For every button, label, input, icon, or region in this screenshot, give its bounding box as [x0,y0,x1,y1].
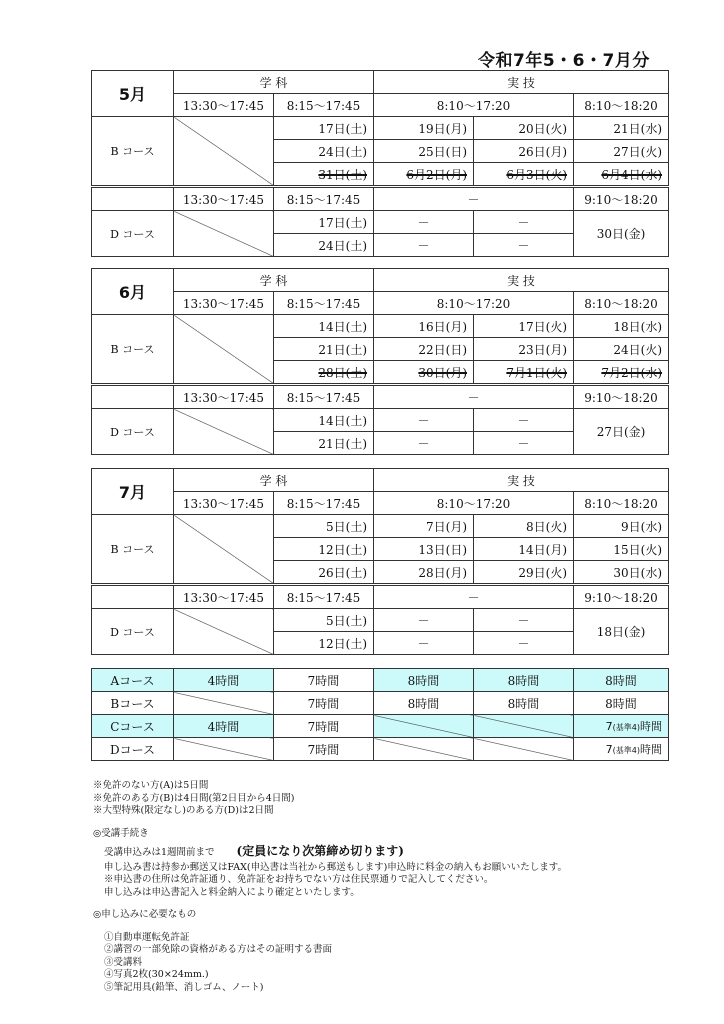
course-name-b: Bコース [92,692,174,715]
date-cell: 21日(水) [574,117,669,140]
time-cell: 8:15〜17:45 [274,187,374,211]
course-name-d: Dコース [92,738,174,761]
dash-cell: － [374,187,574,211]
hours-table [91,668,669,761]
note-line: 申し込みは申込書記入と料金納入により確定といたします。 [104,886,360,898]
date-cell: 21日(土) [274,338,374,361]
header-jitsugi: 実 技 [374,469,669,492]
date-cell: 17日(火) [474,315,574,338]
hours-cell: 7時間 [274,692,374,715]
course-name-c: Cコース [92,715,174,738]
date-cell: 7日(月) [374,515,474,538]
time-cell: 9:10〜18:20 [574,385,669,409]
note-line: 受講申込みは1週間前まで (定員になり次第締め切ります) [104,844,404,858]
blank-cell [374,738,474,761]
date-cell: 18日(金) [574,609,669,655]
blank-cell [174,117,274,187]
section-heading: ◎受講手続き [93,827,149,839]
date-cell: 14日(土) [274,409,374,432]
dash-cell: － [474,211,574,234]
header-gakka: 学 科 [174,71,374,94]
date-cell: 21日(土) [274,432,374,455]
dash-cell: － [474,632,574,655]
blank-cell [474,738,574,761]
dash-cell: － [474,409,574,432]
time-cell: 13:30〜17:45 [174,94,274,117]
date-cell: 24日(土) [274,234,374,257]
date-cell: 16日(月) [374,315,474,338]
page-title: 令和7年5・6・7月分 [478,51,650,71]
time-cell: 8:10〜17:20 [374,94,574,117]
blank-cell [474,715,574,738]
time-cell: 13:30〜17:45 [174,187,274,211]
course-label-d: D コース [92,211,174,257]
blank-cell [92,385,174,409]
time-cell: 8:10〜17:20 [374,492,574,515]
time-cell: 13:30〜17:45 [174,292,274,315]
hours-cell: 7(基準4)時間 [574,715,669,738]
requirement-item: ②講習の一部免除の資格がある方はその証明する書面 [104,944,333,955]
course-label-b: B コース [92,515,174,585]
date-cell: 27日(金) [574,409,669,455]
header-gakka: 学 科 [174,269,374,292]
date-cell: 5日(土) [274,609,374,632]
date-cell: 24日(土) [274,140,374,163]
date-cell: 12日(土) [274,538,374,561]
hours-cell: 7時間 [274,715,374,738]
requirement-item: ①自動車運転免許証 [104,931,190,943]
date-cell: 28日(月) [374,561,474,585]
hours-cell: 8時間 [474,669,574,692]
dash-cell: － [374,585,574,609]
hours-cell: 7時間 [274,669,374,692]
date-cell: 29日(火) [474,561,574,585]
note-line: ※免許のない方(A)は5日間 [93,780,209,791]
blank-cell [174,692,274,715]
date-cell: 30日(金) [574,211,669,257]
blank-cell [174,211,274,257]
time-cell: 8:15〜17:45 [274,292,374,315]
date-cell: 15日(火) [574,538,669,561]
month-label: 7月 [92,469,174,515]
blank-cell [174,515,274,585]
dash-cell: － [374,234,474,257]
requirement-item: ⑤筆記用具(鉛筆、消しゴム、ノート) [104,981,264,993]
date-cell-cancelled: 28日(土) [274,361,374,385]
date-cell-cancelled: 6月2日(月) [374,163,474,187]
deadline-notice: (定員になり次第締め切ります) [236,844,404,858]
time-cell: 9:10〜18:20 [574,187,669,211]
hours-cell: 4時間 [174,715,274,738]
date-cell: 8日(火) [474,515,574,538]
dash-cell: － [474,432,574,455]
requirement-item: ④写真2枚(30×24mm.) [104,969,209,980]
date-cell-cancelled: 30日(月) [374,361,474,385]
blank-cell [92,585,174,609]
hours-cell: 8時間 [574,692,669,715]
note-line: ※大型特殊(限定なし)のある方(D)は2日間 [93,805,274,816]
course-name-a: Aコース [92,669,174,692]
date-cell-cancelled: 31日(土) [274,163,374,187]
month-label: 5月 [92,71,174,117]
dash-cell: － [474,234,574,257]
note-line: ※免許のある方(B)は4日間(第2日目から4日間) [93,792,295,804]
dash-cell: － [374,609,474,632]
date-cell: 25日(日) [374,140,474,163]
date-cell-cancelled: 7月2日(水) [574,361,669,385]
dash-cell: － [374,432,474,455]
blank-cell [174,315,274,385]
time-cell: 8:15〜17:45 [274,385,374,409]
dash-cell: － [374,211,474,234]
header-jitsugi: 実 技 [374,71,669,94]
hours-cell: 8時間 [474,692,574,715]
hours-cell: 7時間 [274,738,374,761]
date-cell: 20日(火) [474,117,574,140]
dash-cell: － [374,385,574,409]
date-cell: 18日(水) [574,315,669,338]
date-cell: 17日(土) [274,211,374,234]
requirement-item: ③受講料 [104,956,143,968]
date-cell: 13日(日) [374,538,474,561]
blank-cell [174,609,274,655]
hours-cell: 7(基準4)時間 [574,738,669,761]
date-cell: 5日(土) [274,515,374,538]
month-label: 6月 [92,269,174,315]
hours-cell: 8時間 [374,669,474,692]
time-cell: 8:10〜17:20 [374,292,574,315]
date-cell: 30日(水) [574,561,669,585]
course-label-d: D コース [92,609,174,655]
schedule-table-june [91,268,669,455]
notes-section [93,780,567,994]
date-cell-cancelled: 6月3日(火) [474,163,574,187]
date-cell: 19日(月) [374,117,474,140]
blank-cell [174,409,274,455]
hours-cell: 4時間 [174,669,274,692]
date-cell-cancelled: 7月1日(火) [474,361,574,385]
schedule-table-july [91,468,669,655]
dash-cell: － [474,609,574,632]
date-cell-cancelled: 6月4日(水) [574,163,669,187]
date-cell: 22日(日) [374,338,474,361]
time-cell: 8:15〜17:45 [274,94,374,117]
date-cell: 17日(土) [274,117,374,140]
blank-cell [92,187,174,211]
time-cell: 9:10〜18:20 [574,585,669,609]
note-line: 申し込み書は持参か郵送又はFAX(申込書は当社から郵送もします)申込時に料金の納入もお願いいたします。 [104,861,568,873]
hours-cell: 8時間 [374,692,474,715]
time-cell: 13:30〜17:45 [174,492,274,515]
blank-cell [174,738,274,761]
section-heading: ◎申し込みに必要なもの [93,909,197,920]
note-line: ※申込書の住所は免許証通り、免許証をお持ちでない方は住民票通りで記入してください。 [104,874,494,885]
date-cell: 26日(月) [474,140,574,163]
date-cell: 9日(水) [574,515,669,538]
date-cell: 14日(土) [274,315,374,338]
time-cell: 13:30〜17:45 [174,585,274,609]
date-cell: 27日(火) [574,140,669,163]
time-cell: 8:10〜18:20 [574,94,669,117]
hours-cell: 8時間 [574,669,669,692]
dash-cell: － [374,409,474,432]
time-cell: 8:10〜18:20 [574,492,669,515]
date-cell: 24日(火) [574,338,669,361]
header-jitsugi: 実 技 [374,269,669,292]
dash-cell: － [374,632,474,655]
time-cell: 8:15〜17:45 [274,492,374,515]
date-cell: 14日(月) [474,538,574,561]
date-cell: 23日(月) [474,338,574,361]
blank-cell [374,715,474,738]
course-label-b: B コース [92,117,174,187]
header-gakka: 学 科 [174,469,374,492]
date-cell: 12日(土) [274,632,374,655]
time-cell: 13:30〜17:45 [174,385,274,409]
date-cell: 26日(土) [274,561,374,585]
time-cell: 8:10〜18:20 [574,292,669,315]
course-label-d: D コース [92,409,174,455]
schedule-table-may [91,70,669,257]
course-label-b: B コース [92,315,174,385]
time-cell: 8:15〜17:45 [274,585,374,609]
